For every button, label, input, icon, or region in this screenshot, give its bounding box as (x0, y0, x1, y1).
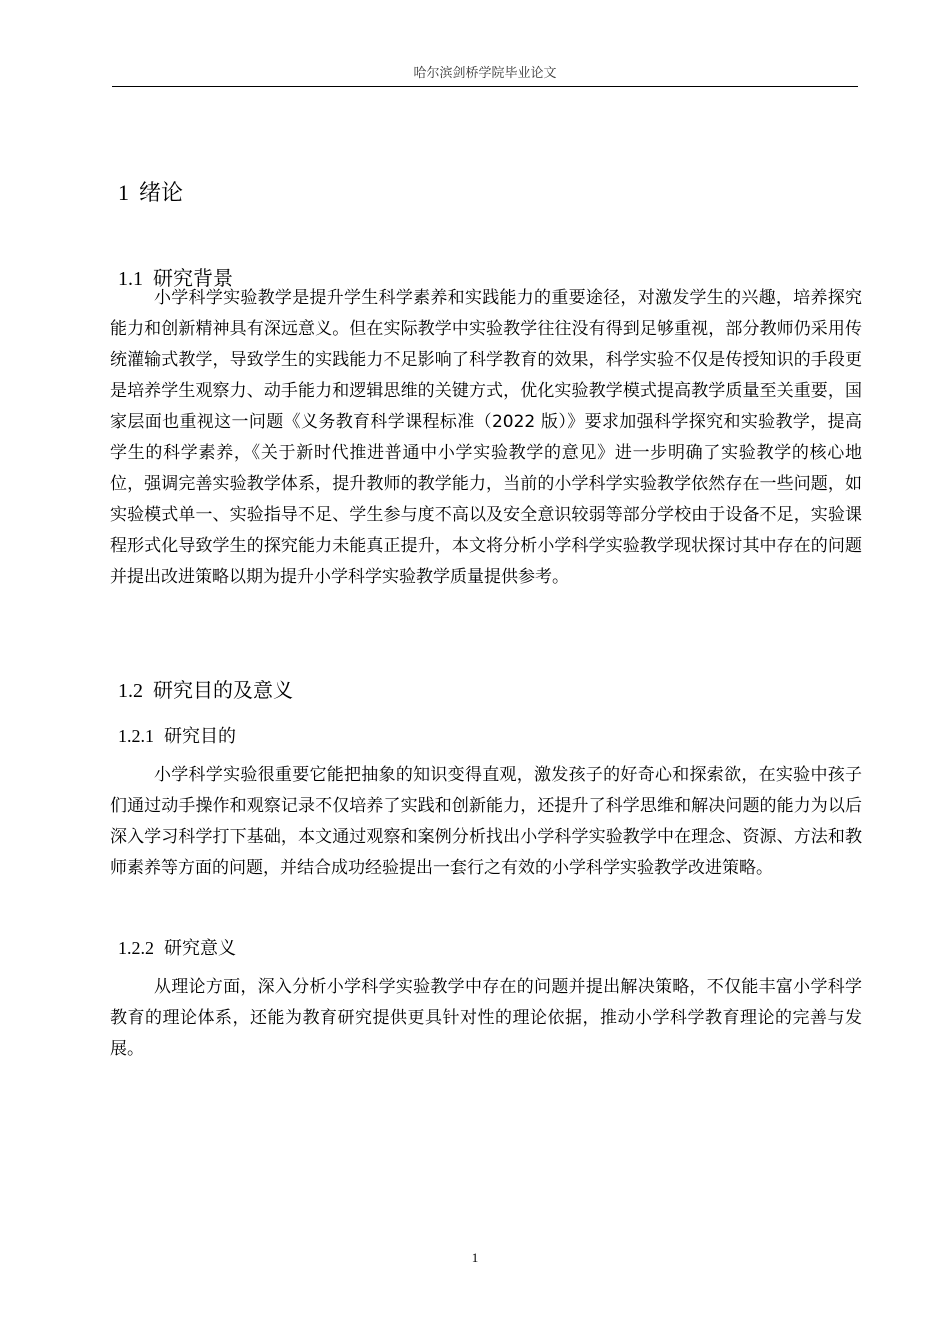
subsection-title: 研究目的 (164, 726, 236, 747)
section-number: 1.1 (118, 268, 143, 290)
chapter-heading (118, 176, 183, 207)
subsection-number: 1.2.1 (118, 726, 154, 746)
subsection-heading-1-2-2 (118, 934, 236, 960)
chapter-number: 1 (118, 180, 129, 205)
page-number: 1 (471, 1250, 479, 1265)
header-divider (112, 86, 858, 87)
page-header: 哈尔滨剑桥学院毕业论文 (413, 66, 557, 81)
subsection-title: 研究意义 (164, 938, 236, 959)
subsection-heading-1-2-1 (118, 722, 236, 748)
paragraph-background: 小学科学实验教学是提升学生科学素养和实践能力的重要途径，对激发学生的兴趣，培养探究能力和创新精神具有深远意义。但在实际教学中实验教学往往没有得到足够重视，部分教师仍采用传统灌输式教学，导致学生的实践能力不足影响了科学教育的效果，科学实验不仅是传授知识的手段更是培养学生观察力、动手能力和逻辑思维的关键方式，优化实验教学模式提高教学质量至关重要，国家层面也重视这一问题《义务教育科学课程标准（2022 版）》要求加强科学探究和实验教学，提高学生的科学素养，《关于新时代推进普通中小学实验教学的意见》进一步明确了实验教学的核心地位，强调完善实验教学体系，提升教师的教学能力，当前的小学科学实验教学依然存在一些问题，如实验模式单一、实验指导不足、学生参与度不高以及安全意识较弱等部分学校由于设备不足，实验课程形式化导致学生的探究能力未能真正提升，本文将分析小学科学实验教学现状探讨其中存在的问题并提出改进策略以期为提升小学科学实验教学质量提供参考。 (110, 288, 862, 587)
subsection-number: 1.2.2 (118, 938, 154, 958)
section-heading-1-2 (118, 674, 293, 703)
paragraph-significance: 从理论方面，深入分析小学科学实验教学中存在的问题并提出解决策略，不仅能丰富小学科学教育的理论体系，还能为教育研究提供更具针对性的理论依据，推动小学科学教育理论的完善与发展。 (110, 977, 862, 1059)
chapter-title: 绪论 (139, 181, 184, 206)
section-title: 研究背景 (153, 266, 233, 290)
paragraph-purpose: 小学科学实验很重要它能把抽象的知识变得直观，激发孩子的好奇心和探索欲，在实验中孩子们通过动手操作和观察记录不仅培养了实践和创新能力，还提升了科学思维和解决问题的能力为以后深入学习科学打下基础，本文通过观察和案例分析找出小学科学实验教学中在理念、资源、方法和教师素养等方面的问题，并结合成功经验提出一套行之有效的小学科学实验教学改进策略。 (110, 765, 862, 878)
section-title: 研究目的及意义 (153, 678, 293, 702)
section-number: 1.2 (118, 680, 143, 702)
